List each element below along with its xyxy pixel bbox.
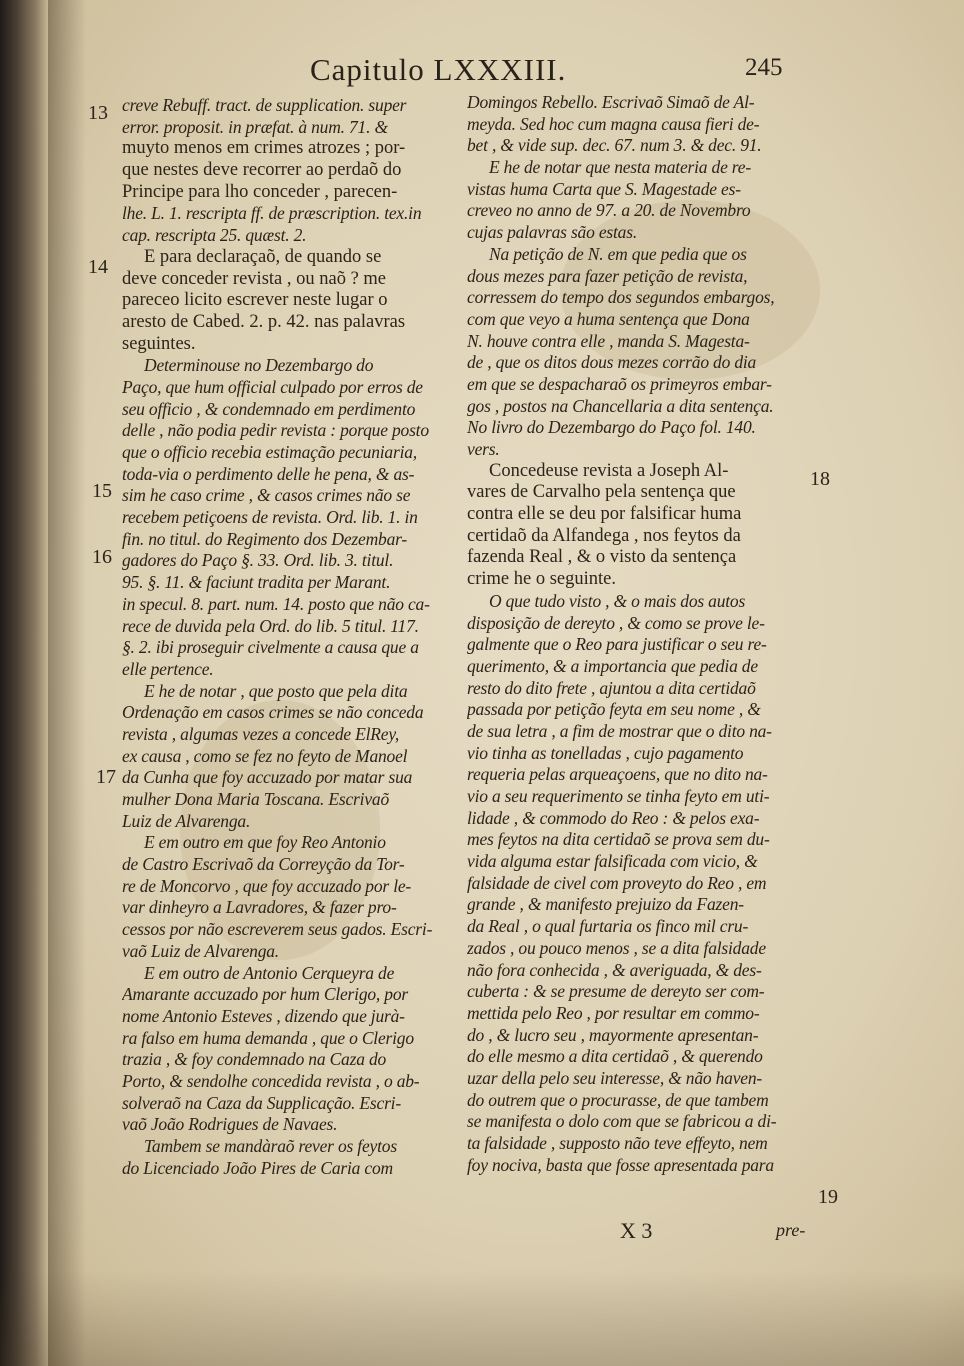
page-bottom-shading (0, 1270, 964, 1366)
text-line: de , que os ditos dous mezes corrão do dia (467, 352, 757, 373)
text-line: vio tinha as tonelladas , cujo pagamento (467, 742, 744, 763)
text-line: gadores do Paço §. 33. Ord. lib. 3. titul. (122, 550, 394, 571)
margin-number: 18 (810, 468, 830, 490)
text-line: 95. §. 11. & faciunt tradita per Marant. (122, 572, 391, 593)
text-line: ta falsidade , supposto não teve effeyto, nem (467, 1133, 768, 1153)
text-line: recebem petiçoens de revista. Ord. lib. 1. in (122, 507, 418, 528)
text-line: cessos por não escreverem seus gados. Escri- (122, 919, 433, 940)
text-line: passada por petição feyta em seu nome , & (467, 699, 761, 720)
text-line: toda-via o perdimento delle he pena, & as- (122, 463, 415, 484)
text-line: Concedeuse revista a Joseph Al- (489, 460, 729, 481)
text-line: E para declaraçaõ, de quando se (144, 246, 382, 267)
text-line: revista , algumas vezes a concede ElRey, (122, 723, 400, 744)
text-line: de Castro Escrivaõ da Correyção da Tor- (122, 854, 405, 875)
text-line: cujas palavras são estas. (467, 222, 638, 243)
text-line: de sua letra , a fim de mostrar que o dito na- (467, 720, 772, 741)
text-line: ra falso em huma demanda , que o Clerigo (122, 1027, 414, 1048)
text-line: vio a seu requerimento se tinha feyto em uti- (467, 786, 770, 806)
text-line: No livro do Dezembargo do Paço fol. 140. (467, 417, 756, 438)
text-line: N. houve contra elle , manda S. Magesta- (467, 330, 750, 351)
text-line: creve Rebuff. tract. de supplication. super (122, 95, 407, 115)
text-line: deve conceder revista , ou naõ ? me (122, 268, 387, 289)
text-line: elle pertence. (122, 658, 214, 679)
text-line: cap. rescripta 25. quæst. 2. (122, 225, 307, 246)
text-line: requeria pelas arqueaçoens, que no dito na- (467, 764, 768, 785)
text-line: Determinouse no Dezembargo do (144, 355, 374, 376)
margin-number: 15 (92, 480, 112, 502)
text-line: aresto de Cabed. 2. p. 42. nas palavras (122, 311, 406, 332)
text-line: pareceo licito escrever neste lugar o (122, 290, 388, 311)
text-line: do outrem que o procurasse, de que tambem (467, 1089, 769, 1110)
text-line: mettida pelo Reo , por resultar em commo- (467, 1002, 760, 1023)
text-line: grande , & manifesto prejuizo da Fazen- (467, 894, 744, 915)
text-line: Principe para lho conceder , parecen- (122, 181, 398, 202)
text-line: Tambem se mandàraõ rever os feytos (144, 1136, 397, 1156)
text-line: bet , & vide sup. dec. 67. num 3. & dec. 91. (467, 135, 762, 156)
text-line: com que veyo a huma sentença que Dona (467, 308, 750, 329)
text-line: ex causa , como se fez no feyto de Manoel (122, 745, 408, 766)
margin-number: 16 (92, 546, 112, 568)
text-line: §. 2. ibi proseguir civelmente a causa que a (122, 637, 419, 658)
text-line: Domingos Rebello. Escrivaõ Simaõ de Al- (467, 92, 755, 112)
text-line: da Real , o qual furtaria os finco mil cru- (467, 916, 749, 937)
text-line: Ordenação em casos crimes se não conceda (122, 702, 424, 723)
text-line: E em outro de Antonio Cerqueyra de (144, 962, 395, 983)
text-line: O que tudo visto , & o mais dos autos (489, 590, 746, 611)
text-line: do Licenciado João Pires de Caria com (122, 1157, 393, 1178)
text-line: crime he o seguinte. (467, 569, 616, 590)
text-line: sim he caso crime , & casos crimes não se (122, 485, 411, 506)
text-line: que o officio recebia estimação pecuniaria, (122, 442, 417, 462)
signature-mark: X 3 (620, 1218, 653, 1243)
text-line: lidade , & commodo do Reo : & pelos exa- (467, 807, 760, 828)
text-line: Amarante accuzado por hum Clerigo, por (122, 984, 408, 1005)
text-line: var dinheyro a Lavradores, & fazer pro- (122, 897, 397, 918)
text-line: vares de Carvalho pela sentença que (467, 482, 736, 503)
text-line: E em outro em que foy Reo Antonio (144, 832, 386, 853)
text-line: trazia , & foy condemnado na Caza do (122, 1049, 387, 1070)
text-line: vers. (467, 439, 500, 459)
running-header (300, 52, 800, 92)
text-line: meyda. Sed hoc cum magna causa fieri de- (467, 113, 760, 134)
text-line: cuberta : & se presume de dereyto ser com- (467, 981, 765, 1002)
margin-number: 17 (96, 766, 116, 788)
margin-number: 19 (818, 1186, 838, 1208)
text-line: não fora conhecida , & averiguada, & des- (467, 959, 762, 980)
book-gutter (0, 0, 48, 1366)
text-line: certidaõ da Alfandega , nos feytos da (467, 525, 741, 546)
right-column (467, 92, 807, 1176)
chapter-title: Capitulo LXXXIII. (310, 52, 567, 87)
text-line: vaõ João Rodrigues de Navaes. (122, 1114, 338, 1135)
text-line: in specul. 8. part. num. 14. posto que não ca- (122, 593, 430, 614)
text-line: mulher Dona Maria Toscana. Escrivaõ (122, 789, 390, 809)
text-line: vaõ Luiz de Alvarenga. (122, 940, 279, 961)
text-line: foy nociva, basta que fosse apresentada para (467, 1154, 774, 1175)
text-line: Paço, que hum official culpado por erros de (122, 376, 423, 397)
text-line: Luiz de Alvarenga. (122, 810, 251, 831)
catchword: pre- (776, 1220, 806, 1240)
gutter-shadow (48, 0, 86, 1366)
text-line: em que se despacharaõ os primeyros embar- (467, 373, 772, 394)
text-line: Porto, & sendolhe concedida revista , o ab- (122, 1070, 420, 1091)
text-line: nome Antonio Esteves , dizendo que jurà- (122, 1005, 405, 1026)
text-line: fin. no titul. do Regimento dos Dezembar- (122, 528, 408, 549)
text-line: solveraõ na Caza da Supplicação. Escri- (122, 1092, 401, 1113)
text-line: querimento, & a importancia que pedia de (467, 655, 758, 676)
text-line: zados , ou pouco menos , se a dita falsidade (467, 937, 766, 958)
text-line: E he de notar que nesta materia de re- (489, 157, 751, 178)
text-line: se manifesta o dolo com que se fabricou a di- (467, 1111, 777, 1132)
text-line: vistas huma Carta que S. Magestade es- (467, 178, 741, 199)
text-line: re de Moncorvo , que foy accuzado por le- (122, 875, 412, 896)
text-line: E he de notar , que posto que pela dita (144, 680, 408, 701)
text-line: gos , postos na Chancellaria a dita sentença. (467, 395, 774, 416)
text-line: error. proposit. in præfat. à num. 71. & (122, 116, 388, 137)
text-line: contra elle se deu por falsificar huma (467, 504, 742, 525)
text-line: fazenda Real , & o visto da sentença (467, 547, 737, 568)
text-line: muyto menos em crimes atrozes ; por- (122, 138, 406, 159)
text-line: creveo no anno de 97. a 20. de Novembro (467, 200, 751, 221)
text-line: mes feytos na dita certidaõ se prova sem du- (467, 829, 770, 850)
text-line: corressem do tempo dos segundos embargos, (467, 287, 775, 308)
margin-number: 14 (88, 256, 108, 278)
text-line: seguintes. (122, 333, 196, 354)
text-line: do elle mesmo a dita certidaõ , & querendo (467, 1046, 763, 1067)
text-line: dous mezes para fazer petição de revista, (467, 265, 748, 286)
text-line: resto do dito frete , ajuntou a dita certidaõ (467, 677, 756, 698)
text-line: delle , não podia pedir revista : porque posto (122, 420, 429, 441)
text-line: seu officio , & condemnado em perdimento (122, 398, 416, 419)
text-line: que nestes deve recorrer ao perdaõ do (122, 160, 402, 181)
text-line: falsidade de civel com proveyto do Reo , em (467, 872, 767, 893)
text-line: disposição de dereyto , & como se prove le- (467, 612, 765, 633)
text-line: lhe. L. 1. rescripta ff. de præscription. tex.in (122, 203, 422, 224)
page-number: 245 (745, 54, 783, 81)
text-line: galmente que o Reo para justificar o seu re- (467, 634, 767, 655)
text-line: do , & lucro seu , mayormente apresentan- (467, 1024, 759, 1045)
text-line: uzar della pelo seu interesse, & não haven- (467, 1067, 763, 1088)
left-column (122, 95, 458, 1179)
text-line: da Cunha que foy accuzado por matar sua (122, 767, 413, 788)
text-line: vida alguma estar falsificada com vicio, & (467, 851, 758, 872)
margin-number: 13 (88, 102, 108, 124)
text-line: Na petição de N. em que pedia que os (489, 243, 747, 264)
text-line: rece de duvida pela Ord. do lib. 5 titul. 117. (122, 615, 419, 636)
